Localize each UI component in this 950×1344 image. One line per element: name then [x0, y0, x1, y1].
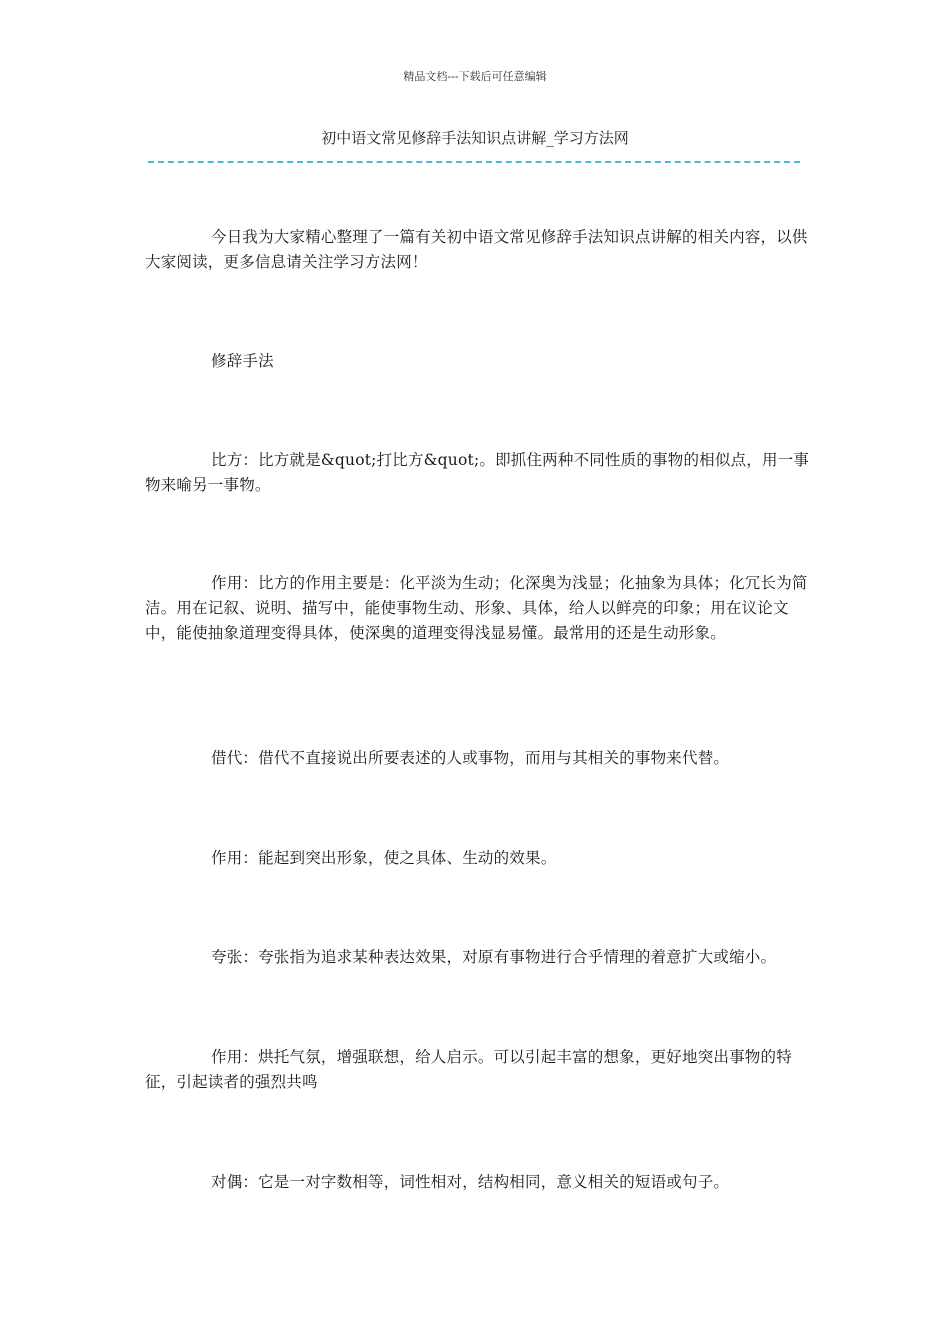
paragraph-metaphor-definition: 比方：比方就是&quot;打比方&quot;。即抓住两种不同性质的事物的相似点，用一事物来喻另一事物。 — [145, 451, 810, 494]
document-title: 初中语文常见修辞手法知识点讲解_学习方法网 — [321, 129, 629, 147]
header-note: 精品文档---下载后可任意编辑 — [403, 70, 547, 83]
paragraph-metonymy-function: 作用：能起到突出形象，使之具体、生动的效果。 — [211, 849, 557, 867]
section-heading: 修辞手法 — [211, 352, 274, 370]
title-divider — [148, 161, 800, 163]
paragraph-antithesis-definition: 对偶：它是一对字数相等，词性相对，结构相同，意义相关的短语或句子。 — [211, 1173, 730, 1191]
paragraph-hyperbole-definition: 夸张：夸张指为追求某种表达效果，对原有事物进行合乎情理的着意扩大或缩小。 — [211, 948, 777, 966]
paragraph-hyperbole-function: 作用：烘托气氛，增强联想，给人启示。可以引起丰富的想象，更好地突出事物的特征，引起读者的强烈共鸣 — [145, 1048, 792, 1091]
paragraph-metaphor-function: 作用：比方的作用主要是：化平淡为生动；化深奥为浅显；化抽象为具体；化冗长为简洁。用在记叙、说明、描写中，能使事物生动、形象、具体，给人以鲜亮的印象；用在议论文中，能使抽象道理变得具体，使深奥的道理变得浅显易懂。最常用的还是生动形象。 — [145, 574, 808, 642]
paragraph-metonymy-definition: 借代：借代不直接说出所要表述的人或事物，而用与其相关的事物来代替。 — [211, 749, 730, 767]
intro-paragraph: 今日我为大家精心整理了一篇有关初中语文常见修辞手法知识点讲解的相关内容，以供大家阅读，更多信息请关注学习方法网！ — [145, 228, 808, 271]
